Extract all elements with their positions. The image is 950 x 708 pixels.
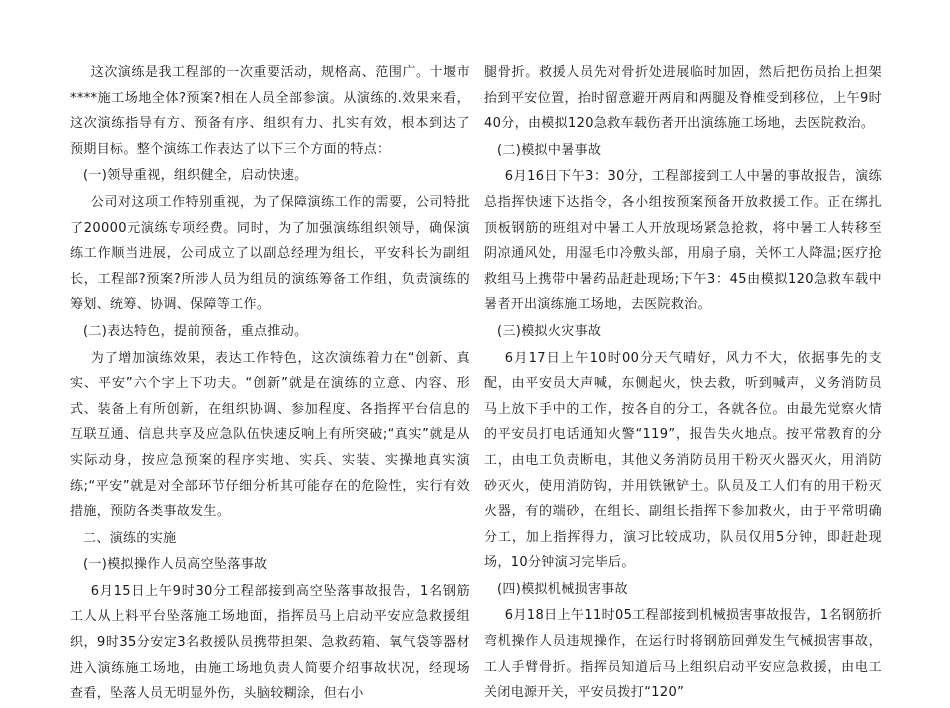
fire-paragraph: 6月17日上午10时00分天气晴好，风力不大，依据事先的支配，由平安员大声喊，东侧起火，快去救，听到喊声，义务消防员马上放下手中的工作，按各自的分工，各就各位。由最先觉察火情的平安员打电话通知火警“119”，报告失火地点。按平常教育的分工，由电工负责断电，其他义务消防员用干粉灭火器灭火，用消防砂灭火，使用消防钩，并用铁锹铲土。队员及工人们有的用干粉灭火器，有的端砂，在组长、副组长指挥下参加救火，由于平常明确分工，加上指挥得力，演习比较成功，队员仅用5分钟，即赶赴现场，10分钟演习完毕后。 [484,350,882,571]
right-column [484,60,882,707]
heatstroke-paragraph: 6月16日下午3：30分，工程部接到工人中暑的事故报告，演练总指挥快速下达指令，各小组按预案预备开放救援工作。正在绑扎顶板钢筋的班组对中暑工人开放现场紧急抢救，将中暑工人转移至阴凉通风处，用湿毛巾冷敷头部，用扇子扇，关怀工人降温;医疗抢救组马上携带中暑药品赶赴现场;下午3：45由模拟120急救车载中暑者开出演练施工场地，去医院救治。 [484,169,882,313]
subsection-heading-heatstroke: (二)模拟中暑事故 [497,142,602,158]
leadership-paragraph: 公司对这项工作特别重视，为了保障演练工作的需要，公司特批了20000元演练专项经费。同时，为了加强演练组织领导，确保演练工作顺当进展，公司成立了以副总经理为组长，平安科长为副组长，工程部?预案?所涉人员为组员的演练筹备工作组，负责演练的筹划、统筹、协调、保障等工作。 [70,194,470,313]
fall-paragraph: 6月15日上午9时30分工程部接到高空坠落事故报告，1名钢筋工人从上料平台坠落施工场地面，指挥员马上启动平安应急救援组织，9时35分安定3名救援队员携带担架、急救药箱、氧气袋等器材进入演练施工场地，由施工场地负责人简要介绍事故状况，经现场查看，坠落人员无明显外伤，头脑较糊涂，但右小 [70,583,470,702]
section-heading-leadership: (一)领导重视，组织健全，启动快速。 [83,168,308,184]
machinery-paragraph: 6月18日上午11时05工程部接到机械损害事故报告，1名钢筋折弯机操作人员违规操作，在运行时将钢筋回弹发生气械损害事故，工人手臂骨折。指挥员知道后马上组织启动平安应急救援，由电工关闭电源开关，平安员拨打“120” [484,608,882,701]
subsection-heading-fire: (三)模拟火灾事故 [497,323,602,339]
features-paragraph: 为了增加演练效果，表达工作特色，这次演练着力在“创新、真实、平安”六个字上下功夫。“创新”就是在演练的立意、内容、形式、装备上有所创新，在组织协调、参加程度、各指挥平台信息的互联互通、信息共享及应急队伍快速反响上有所突破;“真实”就是从实际动身，按应急预案的程序实地、实兵、实装、实操地真实演练;“平安”就是对全部环节仔细分析其可能存在的危险性，实行有效措施，预防各类事故发生。 [70,350,470,520]
intro-paragraph: 这次演练是我工程部的一次重要活动，规格高、范围广。十堰市****施工场地全体?预案?相在人员全部参演。从演练的.效果来看，这次演练指导有方、预备有序、组织有力、扎实有效，根本到达了预期目标。整个演练工作表达了以下三个方面的特点： [70,65,470,157]
section-heading-features: (二)表达特色，提前预备，重点推动。 [83,323,308,339]
section-heading-implementation: 二、演练的实施 [83,530,177,546]
left-column [70,60,470,708]
fall-paragraph-continued: 腿骨折。救援人员先对骨折处进展临时加固，然后把伤员抬上担架抬到平安位置，抬时留意避开两肩和两腿及脊椎受到移位，上午9时40分，由模拟120急救车载伤者开出演练施工场地，去医院救治。 [484,65,882,132]
subsection-heading-machinery: (四)模拟机械损害事故 [497,581,628,597]
subsection-heading-fall: (一)模拟操作人员高空坠落事故 [83,557,268,573]
